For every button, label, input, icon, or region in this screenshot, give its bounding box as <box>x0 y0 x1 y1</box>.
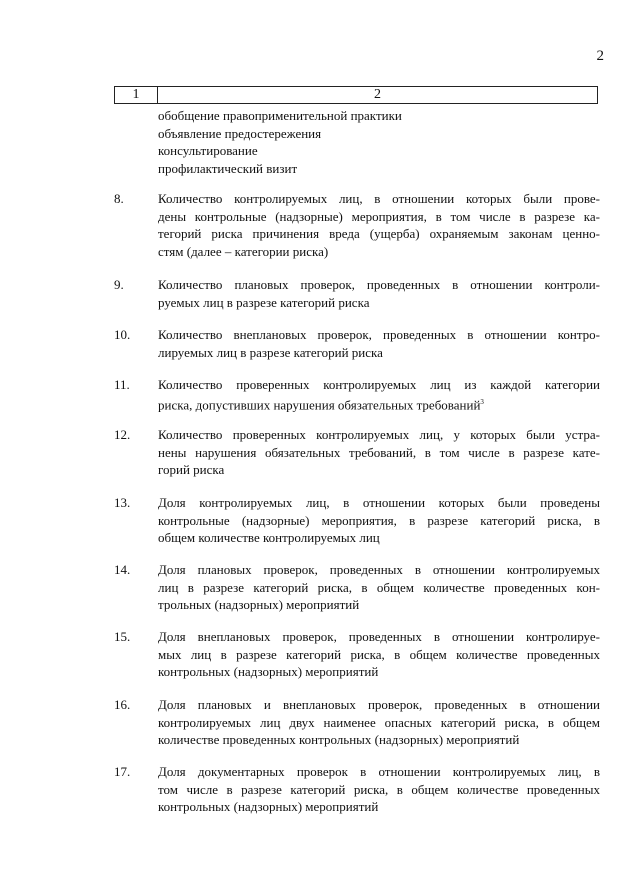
intro-line: консультирование <box>158 143 258 158</box>
item-number: 17. <box>114 764 131 779</box>
list-item <box>114 494 600 547</box>
item-line: Количество проверенных контролируемых лиц из каждой категории <box>158 377 600 392</box>
item-line: количестве проведенных контрольных (надзорных) мероприятий <box>158 732 520 747</box>
item-line-text: риска, допустивших нарушения обязательных требований <box>158 396 481 412</box>
item-line: контролируемых лиц двух наименее опасных категорий риска, в общем <box>158 714 600 730</box>
item-number: 8. <box>114 191 124 206</box>
item-number: 12. <box>114 427 131 442</box>
intro-line: обобщение правоприменительной практики <box>158 108 402 123</box>
item-text <box>158 276 600 311</box>
item-text <box>158 763 600 816</box>
item-line: руемых лиц в разрезе категорий риска <box>158 294 370 310</box>
table-header-col-1: 1 <box>115 87 158 103</box>
intro-line: профилактический визит <box>158 160 298 176</box>
item-line: мых лиц в разрезе категорий риска, в общем количестве проведенных <box>158 646 600 662</box>
item-line: общем количестве контролируемых лиц <box>158 530 380 545</box>
item-line: горий риска <box>158 462 225 477</box>
item-line: Количество внеплановых проверок, проведенных в отношении контро- <box>158 327 600 342</box>
item-text <box>158 696 600 749</box>
item-line: Доля контролируемых лиц, в отношении которых были проведены <box>158 495 600 510</box>
item-number: 10. <box>114 327 131 342</box>
list-item <box>114 628 600 681</box>
item-line: Доля плановых и внеплановых проверок, проведенных в отношении <box>158 697 600 712</box>
item-text <box>158 190 600 260</box>
item-line <box>158 394 600 414</box>
table-header-row <box>114 86 598 104</box>
list-item <box>114 276 600 311</box>
item-line: Количество контролируемых лиц, в отношении которых были прове- <box>158 191 600 206</box>
list-item <box>114 763 600 816</box>
item-line: Доля плановых проверок, проведенных в отношении контролируемых <box>158 562 600 577</box>
item-line: контрольные (надзорные) мероприятия, в разрезе категорий риска, в <box>158 512 600 528</box>
item-text <box>158 628 600 681</box>
item-number: 15. <box>114 629 131 644</box>
item-line: трольных (надзорных) мероприятий <box>158 597 360 612</box>
list-item <box>114 326 600 361</box>
item-text <box>158 561 600 614</box>
item-number: 14. <box>114 562 131 577</box>
item-line: контрольных (надзорных) мероприятий <box>158 664 379 679</box>
item-line: Доля внеплановых проверок, проведенных в отношении контролируе- <box>158 629 600 644</box>
item-line: Количество плановых проверок, проведенных в отношении контроли- <box>158 277 600 292</box>
item-number: 13. <box>114 495 131 510</box>
item-line: дены контрольные (надзорные) мероприятия, в том числе в разрезе ка- <box>158 208 600 224</box>
item-text <box>158 494 600 547</box>
item-line: лируемых лиц в разрезе категорий риска <box>158 344 383 360</box>
list-item <box>114 696 600 749</box>
item-text <box>158 426 600 479</box>
item-text <box>158 376 600 413</box>
list-item <box>114 561 600 614</box>
footnote-marker: 3 <box>480 397 484 406</box>
item-line: тегорий риска причинения вреда (ущерба) охраняемым законам ценно- <box>158 226 600 241</box>
item-line: стям (далее – категории риска) <box>158 243 329 259</box>
page-number: 2 <box>596 48 604 64</box>
item-number: 9. <box>114 277 124 292</box>
item-line: Доля документарных проверок в отношении контролируемых лиц, в <box>158 764 600 779</box>
item-line: контрольных (надзорных) мероприятий <box>158 799 379 814</box>
list-item <box>114 426 600 479</box>
item-number: 11. <box>114 377 130 392</box>
item-line: нены нарушения обязательных требований, в том числе в разрезе кате- <box>158 444 600 460</box>
item-number: 16. <box>114 697 131 712</box>
item-line: лиц в разрезе категорий риска, в общем количестве проведенных кон- <box>158 579 600 595</box>
intro-line: объявление предостережения <box>158 125 322 141</box>
list-item <box>114 376 600 413</box>
item-line: Количество проверенных контролируемых лиц, у которых были устра- <box>158 427 600 442</box>
item-line: том числе в разрезе категорий риска, в общем количестве проведенных <box>158 781 600 797</box>
intro-list <box>158 107 402 177</box>
item-text <box>158 326 600 361</box>
list-item <box>114 190 600 260</box>
table-header-col-2: 2 <box>374 87 381 102</box>
